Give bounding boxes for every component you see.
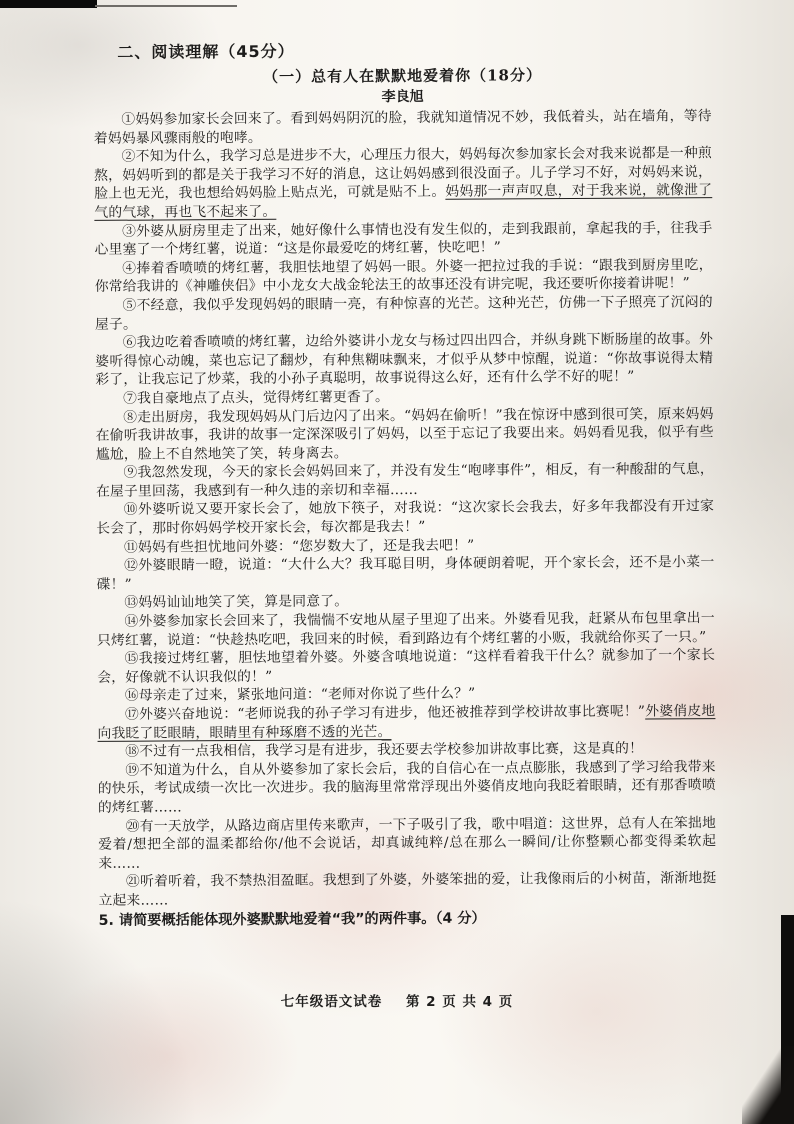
article-paragraph <box>96 498 714 539</box>
article-paragraph <box>96 405 714 465</box>
footer-exam-name: 七年级语文试卷 <box>280 994 383 1010</box>
article-paragraph <box>95 293 713 334</box>
paragraph-text: ③外婆从厨房里走了出来，她好像什么事情也没有发生似的，走到我跟前，拿起我的手，往我手心里塞了一个烤红薯，说道：“这是你最爱吃的烤红薯，快吃吧！” <box>94 219 713 259</box>
paragraph-text: ⑫外婆眼睛一瞪，说道：“大什么大？我耳聪目明，身体硬朗着呢，开个家长会，还不是小菜一碟！” <box>96 554 715 593</box>
paragraph-text: ④捧着香喷喷的烤红薯，我胆怯地望了妈妈一眼。外婆一把拉过我的手说：“跟我到厨房里吃，你常给我讲的《神雕侠侣》中小龙女大战金轮法王的故事还没有讲完呢，我还要听你接着讲呢！” <box>94 256 713 296</box>
paragraph-text: ⑯母亲走了过来，紧张地问道：“老师对你说了些什么？” <box>124 685 476 705</box>
article-paragraph <box>97 609 715 650</box>
article-paragraph <box>97 702 715 743</box>
underlined-sentence: 外婆俏皮地向我眨了眨眼睛，眼睛里有种琢磨不透的光芒。 <box>97 703 716 742</box>
article-paragraph <box>95 256 713 297</box>
paragraph-text: ㉑听着听着，我不禁热泪盈眶。我想到了外婆，外婆笨拙的爱，让我像雨后的小树苗，渐渐地挺立起来…… <box>98 870 717 909</box>
paragraph-text: ②不知为什么，我学习总是进步不大，心理压力很大，妈妈每次参加家长会对我来说都是一种煎熬，妈妈听到的都是关于我学习不好的消息，这让妈妈感到很没面子。儿子学习不好，对妈妈来说，脸上也无光，我也想给妈妈脸上贴点光，可就是贴不上。 <box>94 145 713 203</box>
article-paragraph <box>98 869 716 910</box>
paragraph-text: ⑱不过有一点我相信，我学习是有进步，我还要去学校参加讲故事比赛，这是真的！ <box>125 740 644 760</box>
article-paragraph <box>94 107 712 148</box>
underlined-sentence: 妈妈那一声声叹息，对于我来说，就像泄了气的气球，再也飞不起来了。 <box>94 182 713 221</box>
article-paragraph <box>94 144 712 222</box>
article-paragraph <box>96 553 714 594</box>
paragraph-text: ⑤不经意，我似乎发现妈妈的眼睛一亮，有种惊喜的光芒。这种光芒，仿佛一下子照亮了沉闷的屋子。 <box>94 294 713 333</box>
paragraph-text: ⑨我忽然发现，今天的家长会妈妈回来了，并没有发生“咆哮事件”，相反，有一种酸甜的气息，在屋子里回荡，我感到有一种久违的亲切和幸福…… <box>95 461 714 500</box>
article-paragraph <box>97 646 715 687</box>
paragraph-text: ⑭外婆参加家长会回来了，我惴惴不安地从屋子里迎了出来。外婆看见我，赶紧从布包里拿出一只烤红薯，说道：“快趁热吃吧，我回来的时候，看到路边有个烤红薯的小贩，我就给你买了一只。” <box>96 610 715 649</box>
paragraph-text: ⑧走出厨房，我发现妈妈从门后边闪了出来。“妈妈在偷听！”我在惊讶中感到很可笑，原来妈妈在偷听我讲故事，我讲的故事一定深深吸引了妈妈，以至于忘记了我要出来。妈妈看见我，似乎有些尴尬，脸上不自然地笑了笑，转身离去。 <box>95 405 714 463</box>
paragraph-text: ⑩外婆听说又要开家长会了，她放下筷子，对我说：“这次家长会我去，好多年我都没有开过家长会了，那时你妈妈学校开家长会，每次都是我去！” <box>96 498 715 537</box>
paragraph-text: ⑲不知道为什么，自从外婆参加了家长会后，我的自信心在一点点膨胀，我感到了学习给我带来的快乐，考试成绩一次比一次进步。我的脑海里常常浮现出外婆俏皮地向我眨着眼睛，还有那香喷喷的烤红薯…… <box>97 758 716 816</box>
page-footer <box>0 990 794 1010</box>
scan-artifact-top-line <box>95 5 237 7</box>
article-paragraph <box>96 460 714 501</box>
paragraph-text: ⑳有一天放学，从路边商店里传来歌声，一下子吸引了我，歌中唱道：这世界，总有人在笨拙地爱着/想把全部的温柔都给你/他不会说话，却真诚纯粹/总在那么一瞬间/让你整颗心都变得柔软起来…… <box>98 814 717 872</box>
paragraph-text: ⑰外婆兴奋地说：“老师说我的孙子学习有进步，他还被推荐到学校讲故事比赛呢！” <box>124 703 646 723</box>
passage-title: （一）总有人在默默地爱着你（18分） <box>263 66 542 86</box>
paragraph-text: ⑪妈妈有些担忧地问外婆：“您岁数大了，还是我去吧！” <box>123 537 475 556</box>
paragraph-text: ①妈妈参加家长会回来了。看到妈妈阴沉的脸，我就知道情况不妙，我低着头，站在墙角，等待着妈妈暴风骤雨般的咆哮。 <box>93 108 712 147</box>
passage-author: 李良旭 <box>381 88 424 106</box>
scan-artifact-top-edge <box>0 0 97 8</box>
article-paragraph <box>98 758 716 818</box>
scan-artifact-bottom-right-corner <box>742 1046 794 1124</box>
article-body <box>94 107 717 910</box>
page-content <box>93 38 716 930</box>
question-5: 5. 请简要概括能体现外婆默默地爱着“我”的两件事。（4 分） <box>98 910 486 929</box>
article-paragraph <box>98 814 716 874</box>
paragraph-text: ⑮我接过烤红薯，胆怯地望着外婆。外婆含嗔地说道：“这样看着我干什么？就参加了一个家长会，好像就不认识我似的！” <box>97 647 716 686</box>
footer-page-number: 第 2 页 共 4 页 <box>405 994 514 1010</box>
section-heading: 二、阅读理解（45分） <box>117 41 295 62</box>
paragraph-text: ⑦我自豪地点了点头，觉得烤红薯更香了。 <box>123 389 390 407</box>
paragraph-text: ⑥我边吃着香喷喷的烤红薯，边给外婆讲小龙女与杨过四出四合，并纵身跳下断肠崖的故事。外婆听得惊心动魄，菜也忘记了翻炒，有种焦糊味飘来，才似乎从梦中惊醒，说道：“你故事说得太精彩了，让我忘记了炒菜，我的小孙子真聪明，故事说得这么好，还有什么学不好的呢！” <box>95 331 714 389</box>
paragraph-text: ⑬妈妈讪讪地笑了笑，算是同意了。 <box>124 593 349 612</box>
article-paragraph <box>95 330 713 390</box>
article-paragraph <box>94 219 712 260</box>
